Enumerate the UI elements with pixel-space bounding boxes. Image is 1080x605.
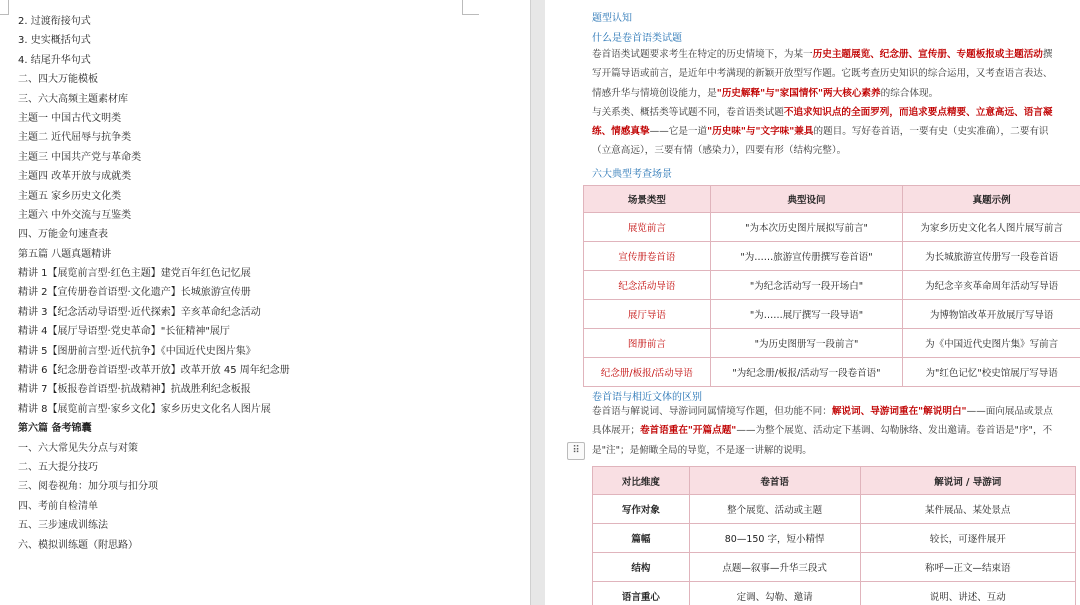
- table-cell: 展览前言: [584, 213, 711, 242]
- toc-entry[interactable]: 主题二 近代屈辱与抗争类: [18, 132, 132, 144]
- table-cell: 纪念活动导语: [584, 271, 711, 300]
- paragraph-line: [592, 402, 1053, 421]
- body-text: 写开篇导语或前言，是近年中考满现的新颖开放型写作题。它既考查历史知识的综合运用，又考查语言表达、: [592, 68, 1053, 80]
- table-cell: "为……展厅撰写一段导语": [710, 300, 903, 329]
- table-row: [584, 300, 1080, 329]
- emphasis-text: 不追求知识点的全面罗列，而追求要点精要、立意高远、语言凝: [783, 106, 1053, 118]
- table-cell: 称呼—正文—结束语: [860, 553, 1076, 582]
- emphasis-text: "历史味"与"文字味"兼具: [707, 126, 814, 138]
- table-header-row: [584, 186, 1080, 213]
- toc-entry[interactable]: 精讲 4【展厅导语型·党史革命】"长征精神"展厅: [18, 326, 230, 338]
- toc-entry[interactable]: 精讲 7【板报卷首语型·抗战精神】抗战胜利纪念板报: [18, 384, 251, 396]
- paragraph-line: [592, 141, 1053, 160]
- table-header-row: [593, 467, 1076, 495]
- toc-entry[interactable]: 六、模拟训练题（附思路）: [18, 539, 138, 551]
- drag-handle-icon[interactable]: ⠿: [567, 442, 585, 460]
- toc-entry[interactable]: 主题四 改革开放与成就类: [18, 171, 132, 183]
- table-row: [593, 553, 1076, 582]
- paragraph-line: [592, 103, 1053, 122]
- table-cell: 写作对象: [593, 495, 690, 524]
- body-text: （立意高远），三要有情（感染力），四要有形（结构完整）。: [592, 145, 847, 157]
- heading-what-is: 什么是卷首语类试题: [592, 33, 682, 44]
- table-row: [593, 495, 1076, 524]
- column-header: 卷首语: [689, 467, 860, 495]
- page-corner-mark: [0, 0, 9, 15]
- difference-paragraph: [592, 402, 1053, 460]
- table-cell: "为……旅游宣传册撰写卷首语": [710, 242, 903, 271]
- body-text: 是"注"；是俯瞰全局的导览，不是逐一讲解的说明。: [592, 444, 812, 456]
- toc-entry[interactable]: 主题三 中国共产党与革命类: [18, 151, 142, 163]
- table-cell: 较长，可逐件展开: [860, 524, 1076, 553]
- table-row: [584, 271, 1080, 300]
- table-cell: 为《中国近代史图片集》写前言: [903, 329, 1080, 358]
- column-header: 场景类型: [584, 186, 711, 213]
- paragraph-line: [592, 84, 1053, 103]
- paragraph-line: [592, 122, 1053, 141]
- toc-entry[interactable]: 四、考前自检清单: [18, 500, 98, 512]
- column-header: 典型设问: [710, 186, 903, 213]
- table-cell: 为纪念辛亥革命周年活动写导语: [903, 271, 1080, 300]
- emphasis-text: 卷首语重在"开篇点题": [639, 425, 737, 437]
- table-cell: 整个展览、活动或主题: [689, 495, 860, 524]
- emphasis-text: 练、情感真挚: [592, 126, 650, 138]
- table-cell: 纪念册/板报/活动导语: [584, 358, 711, 387]
- body-text: 撰: [1042, 49, 1053, 60]
- paragraph-line: [592, 64, 1053, 83]
- table-cell: 说明、讲述、互动: [860, 582, 1076, 605]
- body-text: 的综合体现。: [880, 87, 939, 99]
- toc-entry[interactable]: 精讲 6【纪念册卷首语型·改革开放】改革开放 45 周年纪念册: [18, 365, 290, 377]
- table-of-contents: [18, 12, 518, 555]
- toc-entry[interactable]: 主题五 家乡历史文化类: [18, 190, 122, 202]
- toc-entry[interactable]: 精讲 2【宣传册卷首语型·文化遗产】长城旅游宣传册: [18, 287, 251, 299]
- right-page: [545, 0, 1080, 605]
- intro-paragraph: [592, 45, 1053, 161]
- body-text: 卷首语类试题要求考生在特定的历史情境下，为某一: [592, 49, 813, 60]
- body-text: 具体展开；: [592, 425, 640, 437]
- column-header: 真题示例: [903, 186, 1080, 213]
- column-header: 解说词 / 导游词: [860, 467, 1076, 495]
- table-cell: 为家乡历史文化名人图片展写前言: [903, 213, 1080, 242]
- table-cell: "为本次历史图片展拟写前言": [710, 213, 903, 242]
- table-row: [584, 329, 1080, 358]
- body-text: 的题目。写好卷首语，一要有史（史实准确），二要有识: [813, 126, 1049, 138]
- column-header: 对比维度: [593, 467, 690, 495]
- table-cell: 某件展品、某处景点: [860, 495, 1076, 524]
- toc-entry[interactable]: 三、六大高频主题素材库: [18, 93, 128, 105]
- body-text: ——它是一道: [649, 126, 708, 138]
- table-cell: 为"红色记忆"校史馆展厅写导语: [903, 358, 1080, 387]
- table-row: [593, 582, 1076, 605]
- emphasis-text: "历史解释"与"家国情怀"两大核心素养: [716, 87, 881, 99]
- emphasis-text: 历史主题展览、纪念册、宣传册、专题板报或主题活动: [812, 49, 1043, 60]
- comparison-table: [592, 466, 1076, 605]
- toc-entry[interactable]: 3. 史实概括句式: [18, 35, 91, 47]
- emphasis-text: 解说词、导游词重在"解说明白": [831, 406, 967, 417]
- toc-entry[interactable]: 主题一 中国古代文明类: [18, 112, 122, 124]
- table-cell: 宣传册卷首语: [584, 242, 711, 271]
- table-cell: 图册前言: [584, 329, 711, 358]
- heading-six-scenarios: 六大典型考查场景: [592, 169, 672, 180]
- table-row: [584, 213, 1080, 242]
- table-row: [584, 358, 1080, 387]
- toc-entry[interactable]: 精讲 8【展览前言型·家乡文化】家乡历史文化名人图片展: [18, 403, 271, 415]
- table-cell: 语言重心: [593, 582, 690, 605]
- heading-topic-recognition: 题型认知: [592, 13, 632, 24]
- body-text: ——面向展品或景点: [966, 406, 1053, 417]
- toc-entry[interactable]: 精讲 5【图册前言型·近代抗争】《中国近代史图片集》: [18, 345, 256, 357]
- toc-entry[interactable]: 二、四大万能模板: [18, 74, 98, 86]
- table-row: [584, 242, 1080, 271]
- paragraph-line: [592, 421, 1053, 440]
- toc-entry[interactable]: 五、三步速成训练法: [18, 520, 108, 532]
- table-cell: "为历史图册写一段前言": [710, 329, 903, 358]
- table-cell: 80—150 字，短小精悍: [689, 524, 860, 553]
- toc-entry[interactable]: 一、六大常见失分点与对策: [18, 442, 138, 454]
- body-text: ——为整个展览、活动定下基调、勾勒脉络、发出邀请。卷首语是"序"，不: [736, 425, 1053, 437]
- heading-difference: 卷首语与相近文体的区别: [592, 392, 702, 403]
- body-text: 与关系类、概括类等试题不同，卷首语类试题: [592, 106, 784, 118]
- body-text: 卷首语与解说词、导游词同属情境写作题，但功能不同：: [592, 406, 832, 417]
- table-cell: "为纪念活动写一段开场白": [710, 271, 903, 300]
- toc-entry[interactable]: 二、五大提分技巧: [18, 461, 98, 473]
- toc-entry[interactable]: 主题六 中外交流与互鉴类: [18, 209, 132, 221]
- toc-entry[interactable]: 精讲 3【纪念活动导语型·近代探索】辛亥革命纪念活动: [18, 306, 261, 318]
- table-cell: 为博物馆改革开放展厅写导语: [903, 300, 1080, 329]
- toc-entry[interactable]: 三、阅卷视角：加分项与扣分项: [18, 481, 158, 493]
- body-text: 情感升华与情境创设能力，是: [592, 87, 717, 99]
- paragraph-line: [592, 441, 1053, 460]
- toc-entry[interactable]: 第五篇 八题真题精讲: [18, 248, 112, 260]
- toc-entry[interactable]: 精讲 1【展览前言型·红色主题】建党百年红色记忆展: [18, 268, 251, 280]
- toc-entry[interactable]: 第六篇 备考锦囊: [18, 423, 92, 435]
- page-gutter: [530, 0, 546, 605]
- paragraph-line: [592, 45, 1053, 64]
- table-cell: 点题—叙事—升华三段式: [689, 553, 860, 582]
- toc-entry[interactable]: 4. 结尾升华句式: [18, 54, 91, 66]
- toc-entry[interactable]: 2. 过渡衔接句式: [18, 16, 91, 27]
- left-page: [0, 0, 530, 605]
- table-cell: 结构: [593, 553, 690, 582]
- table-row: [593, 524, 1076, 553]
- table-cell: 展厅导语: [584, 300, 711, 329]
- toc-entry[interactable]: 四、万能金句速查表: [18, 229, 108, 241]
- table-cell: 定调、勾勒、邀请: [689, 582, 860, 605]
- scenario-table: [583, 185, 1080, 387]
- table-cell: "为纪念册/板报/活动写一段卷首语": [710, 358, 903, 387]
- table-cell: 为长城旅游宣传册写一段卷首语: [903, 242, 1080, 271]
- table-cell: 篇幅: [593, 524, 690, 553]
